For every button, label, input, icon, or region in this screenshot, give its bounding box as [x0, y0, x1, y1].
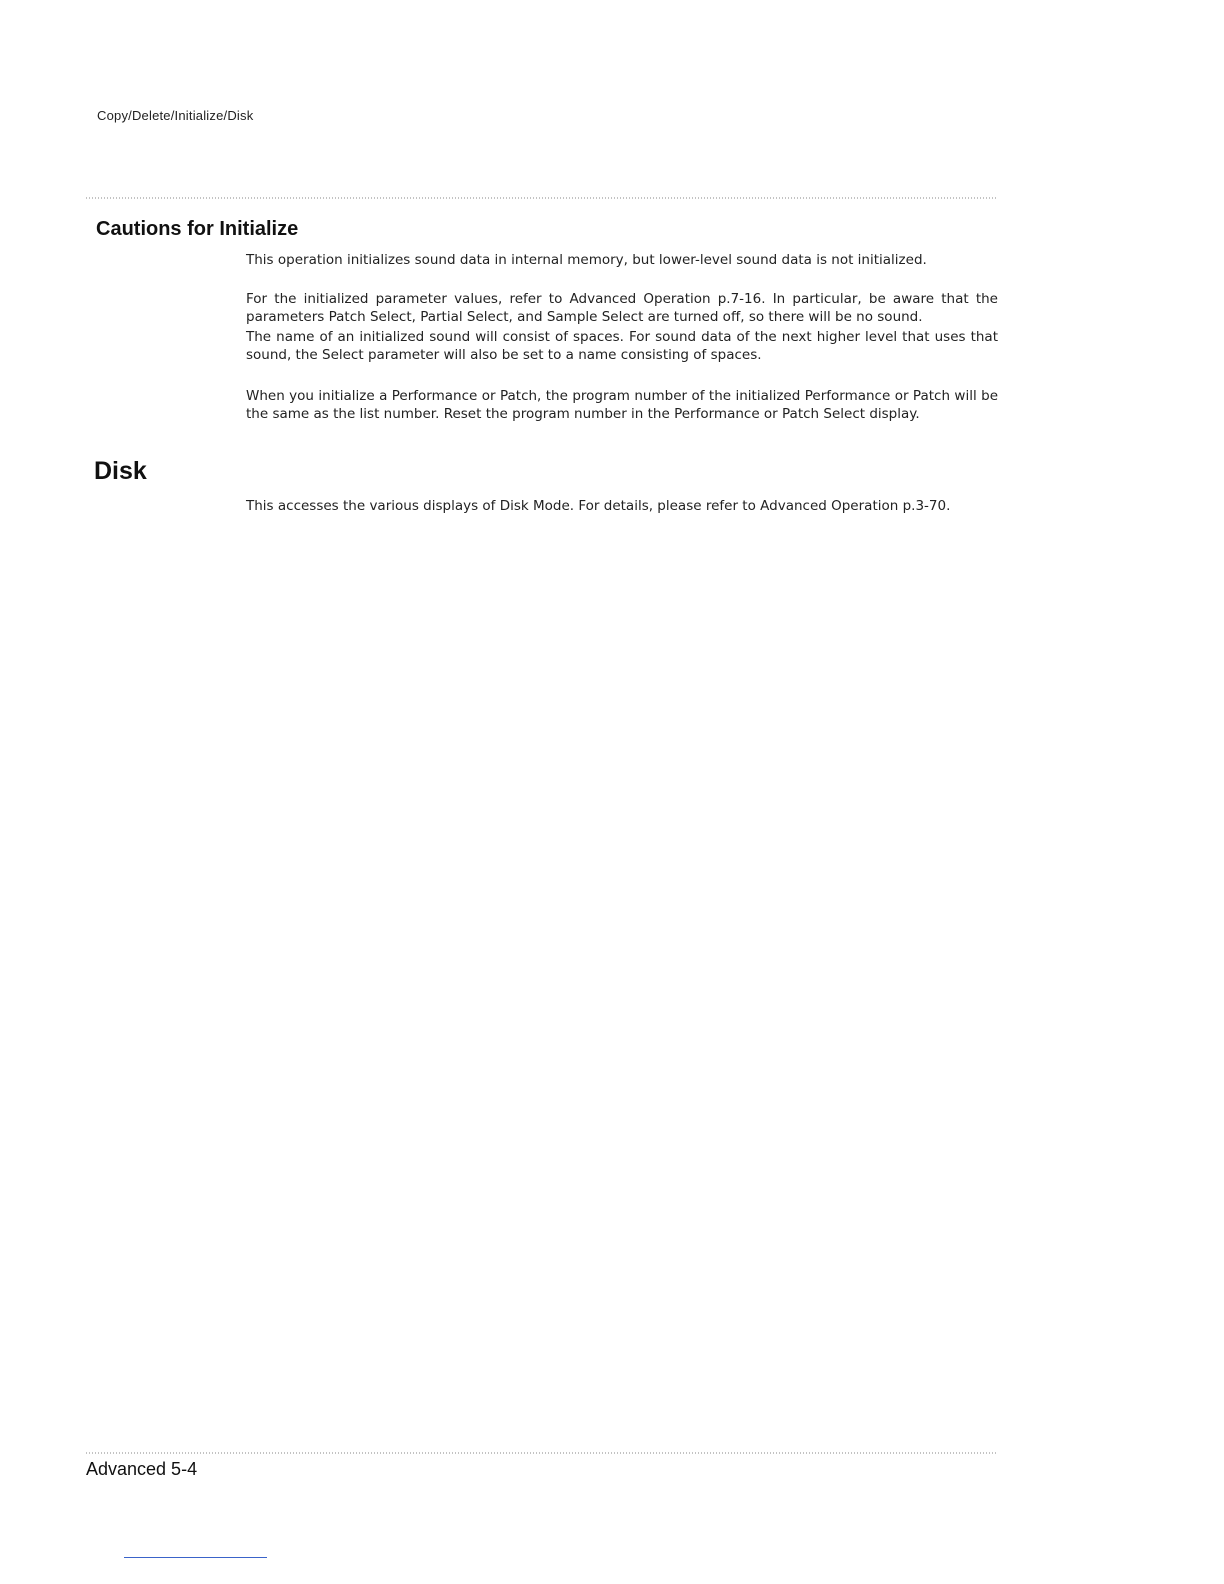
cautions-paragraph-2: For the initialized parameter values, refer to Advanced Operation p.7-16. In particular, be aware that the parameters Patch Select, Partial Select, and Sample Select are turned off, so there will be no sound. — [246, 291, 998, 325]
cautions-paragraph-1: This operation initializes sound data in internal memory, but lower-level sound data is not initialized. — [246, 252, 927, 268]
bottom-divider — [86, 1452, 998, 1454]
decorative-line — [124, 1557, 267, 1558]
running-header: Copy/Delete/Initialize/Disk — [97, 108, 254, 123]
section-heading-cautions: Cautions for Initialize — [96, 218, 299, 240]
disk-paragraph-1: This accesses the various displays of Disk Mode. For details, please refer to Advanced Operation p.3-70. — [246, 498, 951, 514]
section-heading-disk: Disk — [94, 457, 147, 485]
top-divider — [86, 197, 998, 199]
cautions-paragraph-4: When you initialize a Performance or Patch, the program number of the initialized Performance or Patch will be the same as the list number. Reset the program number in the Performance or Patch Select display. — [246, 388, 998, 422]
page-number: Advanced 5-4 — [86, 1459, 198, 1479]
cautions-paragraph-3: The name of an initialized sound will consist of spaces. For sound data of the next higher level that uses that sound, the Select parameter will also be set to a name consisting of spaces. — [246, 329, 998, 363]
